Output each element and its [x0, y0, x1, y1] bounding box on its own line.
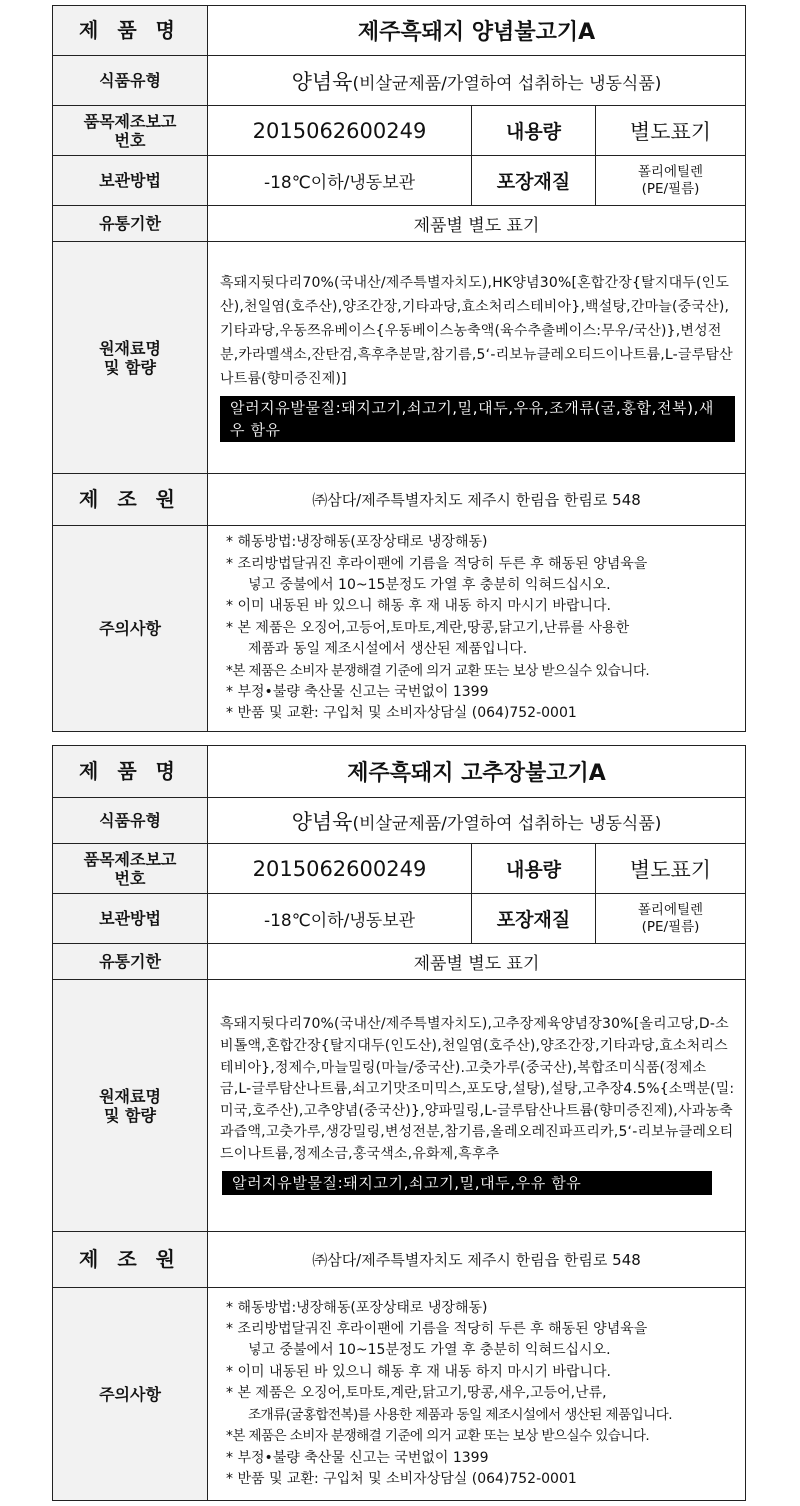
- caution-line: 조개류(굴홍합전복)를 사용한 제품과 동일 제조시설에서 생산된 제품입니다.: [248, 1406, 672, 1423]
- caution-line: 넣고 중불에서 10~15분정도 가열 후 충분히 익혀드십시오.: [248, 1342, 611, 1359]
- ingredients-text: 흑돼지뒷다리70%(국내산/제주특별자치도),HK양념30%[혼합간장{탈지대두(인도산),천일염(호주산),양조간장,기타과당,효소처리스테비아},백설탕,간마늘(중국산),기타과당,우동쯔유베이스{우동베이스농축액(육수추출베이스:무우/국산)},변성전분,카라멜색소,잔탄검,흑후추분말,참기름,5‘-리보뉴클레오티드이나트륨,L-글루탐산나트륨(향미증진제)]: [220, 275, 733, 387]
- content-qty: 별도표기: [596, 106, 746, 156]
- caution-line: *본 제품은 소비자 분쟁해결 기준에 의거 교환 또는 보상 받으실수 있습니다.: [226, 1428, 650, 1445]
- food-type-sub: (비살균제품/가열하여 섭취하는 냉동식품): [352, 73, 662, 94]
- product-name: 제주흑돼지 양념불고기A: [208, 6, 746, 56]
- manufacturer: ㈜삼다/제주특별자치도 제주시 한림읍 한림로 548: [208, 1232, 746, 1288]
- cautions-label: 주의사항: [53, 1288, 208, 1501]
- storage-label: 보관방법: [53, 156, 208, 206]
- ingredients-cell: [208, 980, 746, 1232]
- packaging-line1: 폴리에틸렌: [637, 901, 704, 918]
- ingredients-label: [53, 980, 208, 1232]
- report-no-label: [53, 844, 208, 894]
- product-name-label: 제 품 명: [53, 6, 208, 56]
- packaging-label: 포장재질: [472, 156, 596, 206]
- caution-line: * 해동방법:냉장해동(포장상태로 냉장해동): [226, 1299, 488, 1316]
- content-qty-label: 내용량: [472, 844, 596, 894]
- ingredients-text: 흑돼지뒷다리70%(국내산/제주특별자치도),고추장제육양념장30%[올리고당,D-소비톨액,혼합간장{탈지대두(인도산),천일염(호주산),양조간장,기타과당,효소처리스테비아},정제수,마늘밀링(마늘/중국산).고춧가루(중국산),복합조미식품(정제소금,L-글루탐산나트륨,쇠고기맛조미믹스,포도당,설탕),설탕,고추장4.5%{소맥분(밀:미국,호주산),고추양념(중국산)},양파밀링,L-글루탐산나트륨(향미증진제),사과농축과즙액,고춧가루,생강밀링,변성전분,참기름,올레오레진파프리카,5‘-리보뉴클레오티드이나트륨,정제소금,홍국색소,유화제,흑후추: [220, 1016, 735, 1162]
- report-no-label-line1: 품목제조보고: [83, 849, 177, 869]
- food-type-main: 양념육: [291, 69, 353, 94]
- food-type-main: 양념육: [291, 809, 353, 834]
- ingredients-label-line2: 및 함량: [104, 1105, 156, 1125]
- report-no: 2015062600249: [208, 106, 472, 156]
- caution-line: * 부정•불량 축산물 신고는 국번없이 1399: [226, 1449, 489, 1466]
- report-no-label: [53, 106, 208, 156]
- expiry-label: 유통기한: [53, 206, 208, 242]
- caution-line: * 반품 및 교환: 구입처 및 소비자상담실 (064)752-0001: [226, 705, 577, 722]
- report-no-label-line2: 번호: [114, 130, 146, 150]
- allergy-notice: 알러지유발물질:돼지고기,쇠고기,밀,대두,우유,조개류(굴,홍합,전복),새우 함유: [220, 396, 735, 442]
- expiry-label: 유통기한: [53, 944, 208, 980]
- storage-method: -18℃이하/냉동보관: [208, 894, 472, 944]
- caution-line: * 조리방법달궈진 후라이팬에 기름을 적당히 두른 후 해동된 양념육을: [226, 1321, 648, 1338]
- storage-method: -18℃이하/냉동보관: [208, 156, 472, 206]
- ingredients-label: [53, 242, 208, 474]
- cautions-list: [208, 1288, 746, 1501]
- ingredients-label-line1: 원재료명: [99, 1086, 161, 1106]
- caution-line: * 이미 내동된 바 있으니 해동 후 재 내동 하지 마시기 바랍니다.: [226, 598, 611, 615]
- caution-line: * 이미 내동된 바 있으니 해동 후 재 내동 하지 마시기 바랍니다.: [226, 1363, 611, 1380]
- expiry-date: 제품별 별도 표기: [208, 206, 746, 242]
- storage-label: 보관방법: [53, 894, 208, 944]
- caution-line: * 해동방법:냉장해동(포장상태로 냉장해동): [226, 534, 488, 551]
- packaging-material: [596, 156, 746, 206]
- content-qty-label: 내용량: [472, 106, 596, 156]
- food-type-sub: (비살균제품/가열하여 섭취하는 냉동식품): [352, 813, 662, 834]
- ingredients-label-line2: 및 함량: [104, 357, 156, 377]
- content-qty: 별도표기: [596, 844, 746, 894]
- cautions-label: 주의사항: [53, 526, 208, 732]
- report-no-label-line1: 품목제조보고: [83, 111, 177, 131]
- caution-line: 제품과 동일 제조시설에서 생산된 제품입니다.: [248, 641, 528, 658]
- expiry-date: 제품별 별도 표기: [208, 944, 746, 980]
- ingredients-cell: [208, 242, 746, 474]
- caution-line: * 부정•불량 축산물 신고는 국번없이 1399: [226, 684, 489, 701]
- caution-line: * 본 제품은 오징어,고등어,토마토,계란,땅콩,닭고기,난류를 사용한: [226, 619, 630, 636]
- manufacturer: ㈜삼다/제주특별자치도 제주시 한림읍 한림로 548: [208, 474, 746, 526]
- food-type-label: 식품유형: [53, 56, 208, 106]
- food-type: [208, 798, 746, 844]
- caution-line: * 조리방법달궈진 후라이팬에 기름을 적당히 두른 후 해동된 양념육을: [226, 555, 648, 572]
- report-no-label-line2: 번호: [114, 868, 146, 888]
- product-label-2: [52, 745, 746, 1501]
- packaging-material: [596, 894, 746, 944]
- caution-line: * 본 제품은 오징어,토마토,계란,닭고기,땅콩,새우,고등어,난류,: [226, 1385, 607, 1402]
- caution-line: 넣고 중불에서 10~15분정도 가열 후 충분히 익혀드십시오.: [248, 576, 611, 593]
- food-type-label: 식품유형: [53, 798, 208, 844]
- packaging-label: 포장재질: [472, 894, 596, 944]
- packaging-line1: 폴리에틸렌: [637, 163, 704, 180]
- product-name-label: 제 품 명: [53, 746, 208, 798]
- allergy-notice: 알러지유발물질:돼지고기,쇠고기,밀,대두,우유 함유: [222, 1171, 712, 1195]
- report-no: 2015062600249: [208, 844, 472, 894]
- manufacturer-label: 제 조 원: [53, 1232, 208, 1288]
- cautions-list: [208, 526, 746, 732]
- manufacturer-label: 제 조 원: [53, 474, 208, 526]
- product-label-1: [52, 5, 746, 732]
- product-name: 제주흑돼지 고추장불고기A: [208, 746, 746, 798]
- ingredients-label-line1: 원재료명: [99, 338, 161, 358]
- caution-line: * 반품 및 교환: 구입처 및 소비자상담실 (064)752-0001: [226, 1470, 577, 1487]
- food-type: [208, 56, 746, 106]
- packaging-line2: (PE/필름): [641, 918, 700, 935]
- packaging-line2: (PE/필름): [641, 180, 700, 197]
- caution-line: *본 제품은 소비자 분쟁해결 기준에 의거 교환 또는 보상 받으실수 있습니다.: [226, 662, 650, 679]
